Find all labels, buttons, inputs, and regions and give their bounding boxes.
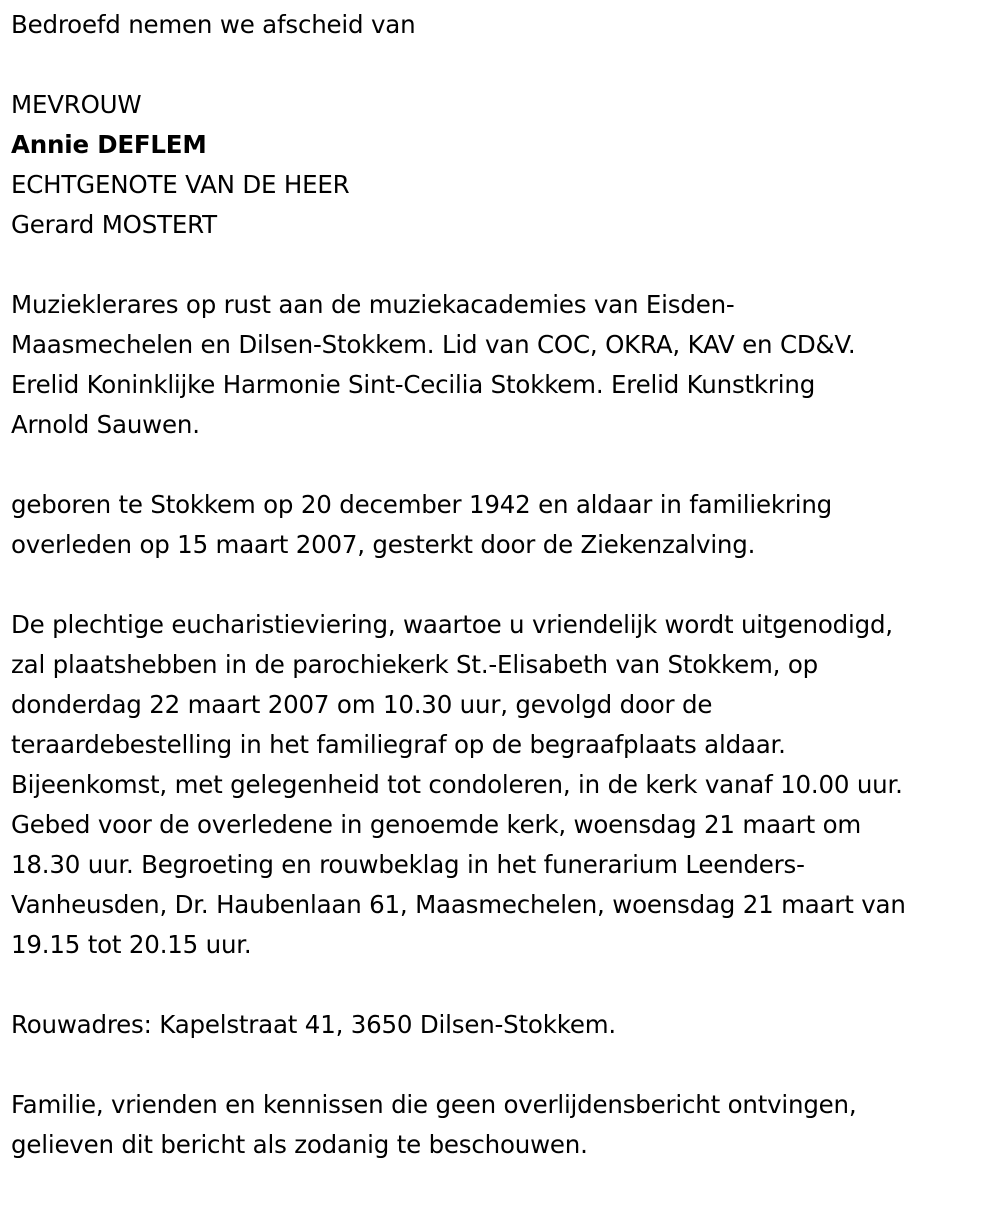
spacer	[11, 245, 996, 285]
spacer	[11, 965, 996, 1005]
service-line: Bijeenkomst, met gelegenheid tot condoleren, in de kerk vanaf 10.00 uur.	[11, 770, 903, 799]
bio-line: Maasmechelen en Dilsen-Stokkem. Lid van COC, OKRA, KAV en CD&V.	[11, 330, 856, 359]
service-line: teraardebestelling in het familiegraf op de begraafplaats aldaar.	[11, 730, 786, 759]
service-line: zal plaatshebben in de parochiekerk St.-Elisabeth van Stokkem, op	[11, 650, 818, 679]
title-prefix: MEVROUW	[11, 90, 142, 119]
service-paragraph	[11, 605, 996, 965]
bio-line: Erelid Koninklijke Harmonie Sint-Cecilia Stokkem. Erelid Kunstkring	[11, 370, 816, 399]
spacer	[11, 1045, 996, 1085]
spacer	[11, 565, 996, 605]
service-line: Gebed voor de overledene in genoemde kerk, woensdag 21 maart om	[11, 810, 862, 839]
birth-line: geboren te Stokkem op 20 december 1942 en aldaar in familiekring	[11, 490, 833, 519]
relation-text: ECHTGENOTE VAN DE HEER	[11, 170, 350, 199]
service-line: 18.30 uur. Begroeting en rouwbeklag in het funerarium Leenders-	[11, 850, 805, 879]
service-line: 19.15 tot 20.15 uur.	[11, 930, 252, 959]
service-line: donderdag 22 maart 2007 om 10.30 uur, gevolgd door de	[11, 690, 713, 719]
intro-text: Bedroefd nemen we afscheid van	[11, 10, 416, 39]
service-line: Vanheusden, Dr. Haubenlaan 61, Maasmechelen, woensdag 21 maart van	[11, 890, 906, 919]
bio-paragraph	[11, 285, 996, 445]
closing-paragraph	[11, 1085, 996, 1165]
birth-death-paragraph	[11, 485, 996, 565]
closing-line: Familie, vrienden en kennissen die geen overlijdensbericht ontvingen,	[11, 1090, 857, 1119]
closing-line: gelieven dit bericht als zodanig te beschouwen.	[11, 1130, 588, 1159]
birth-line: overleden op 15 maart 2007, gesterkt door de Ziekenzalving.	[11, 530, 756, 559]
deceased-name: Annie DEFLEM	[11, 130, 207, 159]
spouse-name: Gerard MOSTERT	[11, 210, 217, 239]
spacer	[11, 445, 996, 485]
death-notice	[11, 0, 996, 1165]
spacer	[11, 45, 996, 85]
bio-line: Muzieklerares op rust aan de muziekacademies van Eisden-	[11, 290, 735, 319]
service-line: De plechtige eucharistieviering, waartoe u vriendelijk wordt uitgenodigd,	[11, 610, 893, 639]
bio-line: Arnold Sauwen.	[11, 410, 200, 439]
mourning-address: Rouwadres: Kapelstraat 41, 3650 Dilsen-Stokkem.	[11, 1010, 616, 1039]
